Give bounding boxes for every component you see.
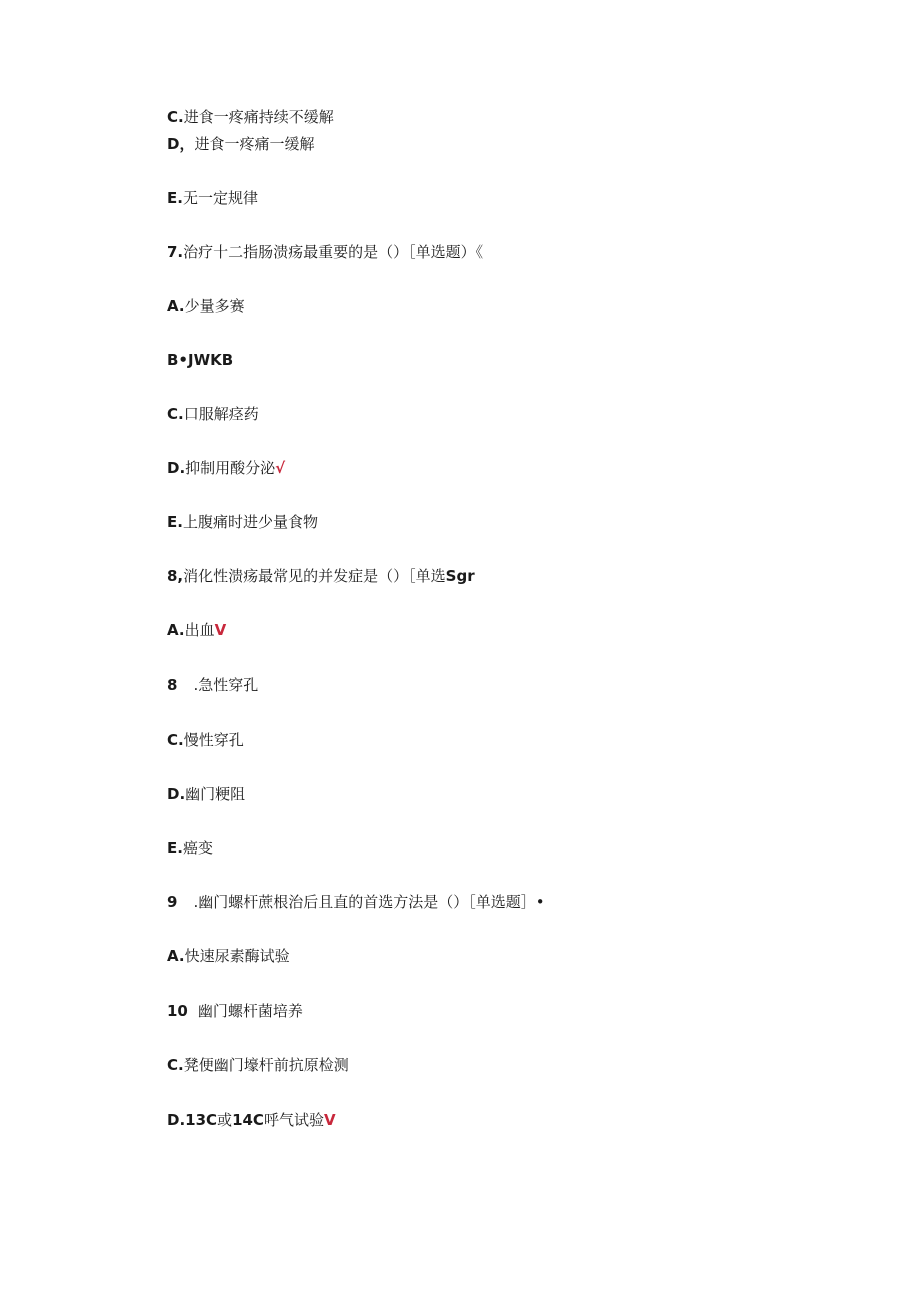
option-label: E. xyxy=(167,189,183,207)
option-d-line xyxy=(167,134,314,154)
option-text: 快速尿素酶试验 xyxy=(184,947,290,965)
option-text: 抑制用酸分泌 xyxy=(185,459,276,477)
option-label: D， xyxy=(167,135,195,153)
option-b-line xyxy=(167,1001,303,1021)
option-a-line xyxy=(167,946,290,966)
option-label: C. xyxy=(167,1056,184,1074)
option-text: 口服解痉药 xyxy=(183,405,259,423)
option-text: 上腹痛时进少量食物 xyxy=(182,513,318,531)
question-text: 消化性溃疡最常见的并发症是（）［单选 xyxy=(183,567,446,585)
option-e-line xyxy=(167,188,258,208)
option-label: 10 xyxy=(167,1002,188,1020)
question-number: 7. xyxy=(167,243,184,261)
option-text: 进食一疼痛一缓解 xyxy=(194,135,315,153)
question-text: 治疗十二指肠溃疡最重要的是（）［单选题）《 xyxy=(183,243,484,261)
option-label: B•JWKB xyxy=(167,351,234,369)
option-label: D. xyxy=(167,785,186,803)
option-d-line xyxy=(167,458,285,478)
option-a-line xyxy=(167,296,245,316)
option-label: D. xyxy=(167,459,186,477)
option-label: C. xyxy=(167,405,184,423)
question-7 xyxy=(167,242,483,262)
option-label-secondary: 14C xyxy=(232,1111,264,1129)
option-a-line xyxy=(167,620,226,640)
option-text: 凳便幽门壕杆前抗原检测 xyxy=(183,1056,349,1074)
question-9 xyxy=(167,892,545,912)
correct-check-icon: V xyxy=(323,1111,336,1129)
option-b-line xyxy=(167,675,258,695)
option-label: C. xyxy=(167,108,184,126)
option-text: 无一定规律 xyxy=(182,189,258,207)
option-text: 少量多赛 xyxy=(184,297,245,315)
option-text: 进食一疼痛持续不缓解 xyxy=(183,108,334,126)
option-text: 出血 xyxy=(184,621,215,639)
option-d-line xyxy=(167,784,245,804)
option-label: E. xyxy=(167,513,183,531)
option-e-line xyxy=(167,838,213,858)
question-text: .幽门螺杆蔗根治后且直的首选方法是（）［单选题］• xyxy=(193,893,545,911)
option-label: E. xyxy=(167,839,183,857)
option-text: 慢性穿孔 xyxy=(183,731,244,749)
question-tail: Sgr xyxy=(445,567,475,585)
option-label: 8 xyxy=(167,676,178,694)
option-text: 幽门螺杆菌培养 xyxy=(197,1002,303,1020)
option-label: D.13C xyxy=(167,1111,218,1129)
option-c-line xyxy=(167,730,244,750)
option-label: A. xyxy=(167,947,185,965)
option-text: 癌变 xyxy=(182,839,213,857)
option-e-line xyxy=(167,512,318,532)
option-label: C. xyxy=(167,731,184,749)
question-number: 8, xyxy=(167,567,184,585)
option-label: A. xyxy=(167,621,185,639)
option-c-line xyxy=(167,107,334,127)
option-d-line xyxy=(167,1110,336,1130)
question-8 xyxy=(167,566,475,586)
option-text: 或 xyxy=(217,1111,233,1129)
option-label: A. xyxy=(167,297,185,315)
option-text: 幽门粳阻 xyxy=(185,785,246,803)
option-b-line xyxy=(167,350,233,370)
question-number: 9 xyxy=(167,893,178,911)
option-c-line xyxy=(167,1055,349,1075)
correct-check-icon: V xyxy=(214,621,227,639)
option-c-line xyxy=(167,404,259,424)
option-text: .急性穿孔 xyxy=(193,676,259,694)
option-text-secondary: 呼气试验 xyxy=(263,1111,324,1129)
correct-check-icon: √ xyxy=(275,459,286,477)
